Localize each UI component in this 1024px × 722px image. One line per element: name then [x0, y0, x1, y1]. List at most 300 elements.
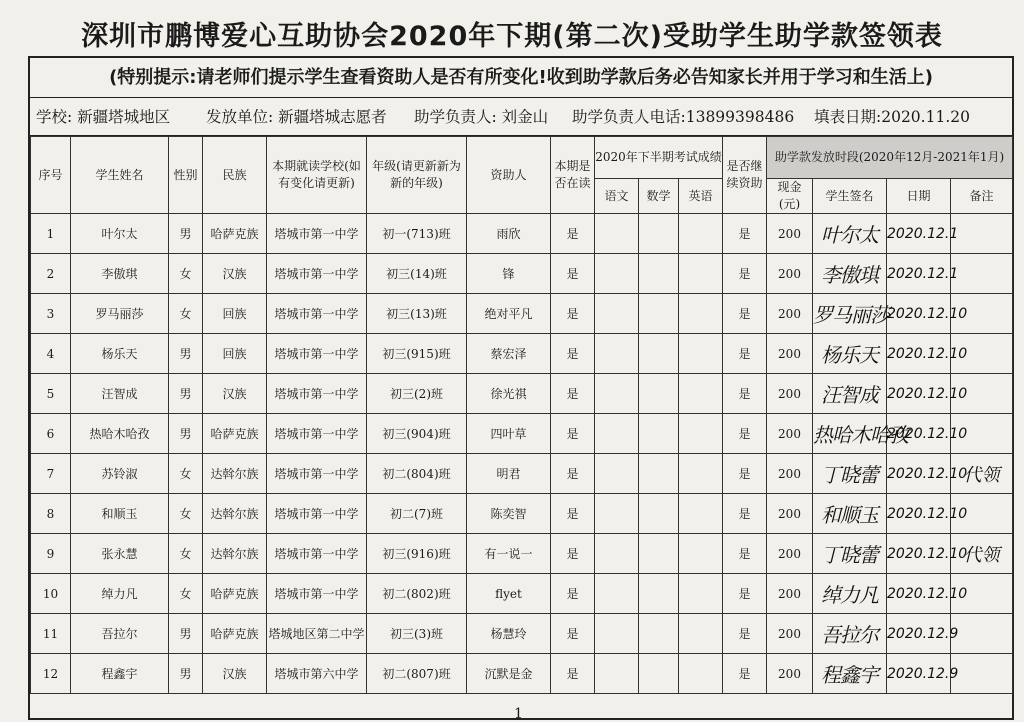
cell-continue	[723, 294, 767, 334]
cell-signature-text: 罗马丽莎	[813, 303, 889, 327]
cell-continue	[723, 334, 767, 374]
cell-cash	[767, 654, 813, 694]
cell-continue-text: 是	[738, 667, 751, 681]
cell-ethnicity-text: 汉族	[222, 667, 247, 681]
cell-gender	[169, 534, 203, 574]
cell-grade	[367, 574, 467, 614]
cell-gender-text: 男	[179, 387, 192, 401]
cell-cash-text: 200	[778, 426, 801, 441]
cell-signature	[813, 254, 887, 294]
cell-cash	[767, 214, 813, 254]
cell-school-text: 塔城市第一中学	[274, 547, 359, 561]
cell-continue-text: 是	[738, 427, 751, 441]
cell-grade	[367, 614, 467, 654]
cell-cash-text: 200	[778, 346, 801, 361]
header-remark: 备注	[951, 179, 1013, 214]
header-continue: 是否继续资助	[723, 137, 767, 214]
cell-sponsor-text: 沉默是金	[484, 667, 533, 681]
cell-cash	[767, 574, 813, 614]
cell-continue	[723, 574, 767, 614]
cell-continue-text: 是	[738, 347, 751, 361]
cell-name	[71, 654, 169, 694]
cell-seq-text: 10	[42, 586, 59, 601]
cell-ethnicity	[203, 334, 267, 374]
special-notice: (特别提示:请老师们提示学生查看资助人是否有所变化!收到助学款后务必告知家长并用于学习和生活上)	[30, 58, 1012, 98]
cell-signature	[813, 334, 887, 374]
cell-reading-text: 是	[566, 507, 579, 521]
cell-date	[887, 454, 968, 494]
cell-math	[639, 654, 679, 694]
header-name: 学生姓名	[71, 137, 169, 214]
cell-name-text: 和顺玉	[101, 507, 138, 521]
cell-grade	[367, 454, 467, 494]
table-row	[31, 254, 1013, 294]
header-reading: 本期是否在读	[551, 137, 595, 214]
cell-cash	[767, 534, 813, 574]
cell-name	[71, 334, 169, 374]
cell-signature	[813, 294, 887, 334]
cell-grade-text: 初一(713)班	[382, 227, 451, 241]
header-gender: 性别	[169, 137, 203, 214]
cell-grade-text: 初三(916)班	[382, 547, 451, 561]
cell-grade	[367, 294, 467, 334]
cell-signature-text: 吾拉尔	[821, 623, 878, 647]
cell-name-text: 叶尔太	[101, 227, 138, 241]
cell-continue-text: 是	[738, 587, 751, 601]
header-cash: 现金(元)	[767, 179, 813, 214]
cell-seq	[31, 334, 71, 374]
cell-date	[887, 374, 968, 414]
cell-grade	[367, 374, 467, 414]
cell-reading	[551, 214, 595, 254]
cell-ethnicity-text: 哈萨克族	[210, 427, 259, 441]
cell-signature-text: 杨乐天	[821, 343, 878, 367]
cell-ethnicity	[203, 654, 267, 694]
cell-grade-text: 初三(14)班	[386, 267, 447, 281]
cell-ethnicity-text: 汉族	[222, 387, 247, 401]
cell-school	[267, 534, 367, 574]
cell-signature	[813, 374, 887, 414]
cell-ethnicity-text: 达斡尔族	[210, 507, 259, 521]
cell-date	[887, 494, 968, 534]
cell-sponsor-text: 绝对平凡	[484, 307, 533, 321]
cell-chinese	[595, 494, 639, 534]
cell-date-text: 2020.12.10	[887, 385, 968, 402]
cell-english	[679, 454, 723, 494]
cell-seq-text: 3	[46, 306, 55, 321]
cell-ethnicity	[203, 294, 267, 334]
cell-name-text: 汪智成	[101, 387, 138, 401]
cell-reading	[551, 574, 595, 614]
cell-reading	[551, 494, 595, 534]
cell-gender	[169, 654, 203, 694]
cell-chinese	[595, 574, 639, 614]
cell-seq-text: 11	[42, 626, 59, 641]
cell-cash	[767, 454, 813, 494]
cell-date	[887, 574, 968, 614]
cell-name	[71, 574, 169, 614]
cell-school-text: 塔城市第六中学	[274, 667, 359, 681]
cell-signature	[813, 414, 908, 454]
cell-continue-text: 是	[738, 627, 751, 641]
cell-school	[267, 294, 367, 334]
header-date: 日期	[887, 179, 951, 214]
cell-cash	[767, 334, 813, 374]
cell-continue-text: 是	[738, 307, 751, 321]
cell-name-text: 绰力凡	[101, 587, 138, 601]
cell-school-text: 塔城市第一中学	[274, 587, 359, 601]
cell-date	[887, 414, 968, 454]
cell-continue	[723, 254, 767, 294]
cell-signature-text: 汪智成	[821, 383, 878, 407]
cell-gender-text: 男	[179, 227, 192, 241]
cell-sponsor	[467, 654, 551, 694]
cell-reading	[551, 414, 595, 454]
cell-sponsor	[467, 414, 551, 454]
cell-school	[267, 654, 367, 694]
cell-sponsor-text: 有一说一	[484, 547, 533, 561]
cell-chinese	[595, 654, 639, 694]
cell-school-text: 塔城市第一中学	[274, 267, 359, 281]
cell-name	[71, 254, 169, 294]
cell-ethnicity-text: 达斡尔族	[210, 467, 259, 481]
table-row	[31, 574, 1013, 614]
cell-ethnicity	[203, 374, 267, 414]
cell-sponsor-text: 明君	[496, 467, 521, 481]
cell-gender	[169, 614, 203, 654]
cell-seq-text: 12	[42, 666, 59, 681]
cell-continue	[723, 374, 767, 414]
cell-seq	[31, 654, 71, 694]
cell-signature-text: 叶尔太	[821, 223, 878, 247]
cell-grade-text: 初二(804)班	[382, 467, 451, 481]
cell-ethnicity-text: 回族	[222, 307, 247, 321]
cell-english	[679, 574, 723, 614]
cell-english	[679, 374, 723, 414]
cell-english	[679, 654, 723, 694]
cell-name-text: 李傲琪	[101, 267, 138, 281]
cell-cash-text: 200	[778, 306, 801, 321]
cell-english	[679, 254, 723, 294]
header-sponsor: 资助人	[467, 137, 551, 214]
header-signature: 学生签名	[813, 179, 887, 214]
cell-continue-text: 是	[738, 387, 751, 401]
cell-reading-text: 是	[566, 267, 579, 281]
cell-gender-text: 男	[179, 347, 192, 361]
form-title: 深圳市鹏博爱心互助协会2020年下期(第二次)受助学生助学款签领表	[81, 21, 943, 52]
cell-school	[267, 454, 367, 494]
cell-grade	[367, 414, 467, 454]
cell-sponsor	[467, 254, 551, 294]
cell-reading	[551, 334, 595, 374]
cell-seq-text: 5	[46, 386, 55, 401]
cell-reading	[551, 294, 595, 334]
cell-english	[679, 494, 723, 534]
cell-continue	[723, 654, 767, 694]
header-seq: 序号	[31, 137, 71, 214]
cell-sponsor-text: 蔡宏泽	[490, 347, 527, 361]
cell-gender-text: 女	[179, 307, 192, 321]
cell-seq	[31, 614, 71, 654]
cell-seq-text: 2	[46, 266, 55, 281]
cell-gender	[169, 214, 203, 254]
cell-name-text: 热哈木哈孜	[89, 427, 150, 441]
cell-sponsor	[467, 614, 551, 654]
cell-cash	[767, 414, 813, 454]
cell-grade-text: 初二(802)班	[382, 587, 451, 601]
cell-grade-text: 初三(915)班	[382, 347, 451, 361]
cell-english	[679, 334, 723, 374]
cell-school	[267, 574, 367, 614]
cell-chinese	[595, 294, 639, 334]
cell-name-text: 张永慧	[101, 547, 138, 561]
cell-date-text: 2020.12.9	[887, 665, 959, 682]
cell-math	[639, 534, 679, 574]
cell-seq-text: 1	[46, 226, 55, 241]
cell-reading-text: 是	[566, 587, 579, 601]
cell-math	[639, 374, 679, 414]
cell-seq-text: 4	[46, 346, 55, 361]
cell-date	[887, 334, 968, 374]
cell-school	[267, 334, 367, 374]
cell-seq	[31, 574, 71, 614]
cell-grade	[367, 334, 467, 374]
cell-name-text: 罗马丽莎	[95, 307, 144, 321]
cell-gender-text: 男	[179, 627, 192, 641]
cell-chinese	[595, 414, 639, 454]
cell-school	[267, 414, 367, 454]
cell-ethnicity-text: 达斡尔族	[210, 547, 259, 561]
cell-reading-text: 是	[566, 627, 579, 641]
cell-ethnicity-text: 汉族	[222, 267, 247, 281]
cell-reading-text: 是	[566, 307, 579, 321]
cell-remark-text: 代领	[963, 544, 1000, 566]
table-row	[31, 494, 1013, 534]
header-english: 英语	[679, 179, 723, 214]
cell-reading	[551, 254, 595, 294]
cell-remark	[951, 654, 1013, 694]
cell-date-text: 2020.12.10	[887, 585, 968, 602]
cell-english	[679, 214, 723, 254]
cell-math	[639, 214, 679, 254]
cell-school-text: 塔城市第一中学	[274, 227, 359, 241]
cell-date	[887, 654, 959, 694]
cell-school-text: 塔城市第一中学	[274, 507, 359, 521]
cell-english	[679, 614, 723, 654]
cell-sponsor-text: 杨慧玲	[490, 627, 527, 641]
cell-school-text: 塔城市第一中学	[274, 467, 359, 481]
cell-seq-text: 6	[46, 426, 55, 441]
cell-school-text: 塔城市第一中学	[274, 347, 359, 361]
cell-remark	[951, 254, 1013, 294]
cell-school	[267, 214, 367, 254]
cell-gender-text: 男	[179, 427, 192, 441]
cell-sponsor	[467, 294, 551, 334]
cell-grade	[367, 534, 467, 574]
cell-gender	[169, 494, 203, 534]
cell-name	[71, 614, 169, 654]
cell-ethnicity-text: 回族	[222, 347, 247, 361]
cell-sponsor	[467, 214, 551, 254]
cell-math	[639, 334, 679, 374]
cell-name	[71, 494, 169, 534]
cell-english	[679, 294, 723, 334]
cell-gender	[169, 334, 203, 374]
cell-sponsor	[467, 534, 551, 574]
cell-gender	[169, 294, 203, 334]
cell-date-text: 2020.12.10	[887, 305, 968, 322]
cell-grade	[367, 254, 467, 294]
cell-grade	[367, 494, 467, 534]
cell-reading	[551, 454, 595, 494]
cell-math	[639, 414, 679, 454]
cell-name	[71, 534, 169, 574]
cell-seq	[31, 534, 71, 574]
cell-grade-text: 初二(807)班	[382, 667, 451, 681]
cell-math	[639, 494, 679, 534]
header-exam: 2020年下半期考试成绩	[595, 137, 723, 179]
cell-chinese	[595, 254, 639, 294]
cell-date	[887, 254, 959, 294]
cell-reading	[551, 614, 595, 654]
cell-continue	[723, 494, 767, 534]
cell-sponsor-text: 陈奕智	[490, 507, 527, 521]
cell-grade-text: 初三(13)班	[386, 307, 447, 321]
cell-school-text: 塔城市第一中学	[274, 307, 359, 321]
cell-ethnicity	[203, 534, 267, 574]
cell-name	[71, 374, 169, 414]
cell-school-text: 塔城地区第二中学	[268, 627, 365, 641]
info-line	[30, 98, 1012, 136]
cell-continue-text: 是	[738, 467, 751, 481]
cell-date	[887, 294, 968, 334]
cell-continue	[723, 454, 767, 494]
cell-signature	[813, 454, 887, 494]
cell-cash-text: 200	[778, 666, 801, 681]
cell-reading-text: 是	[566, 547, 579, 561]
cell-date-text: 2020.12.10	[887, 425, 968, 442]
cell-sponsor	[467, 574, 551, 614]
cell-grade	[367, 214, 467, 254]
cell-name	[71, 414, 169, 454]
cell-reading-text: 是	[566, 467, 579, 481]
cell-continue-text: 是	[738, 267, 751, 281]
cell-name-text: 程鑫宇	[101, 667, 138, 681]
table-row	[31, 614, 1013, 654]
cell-signature-text: 李傲琪	[821, 263, 878, 287]
cell-seq-text: 7	[46, 466, 55, 481]
cell-cash-text: 200	[778, 466, 801, 481]
phone-info: 助学负责人电话:13899398486	[572, 108, 795, 126]
cell-english	[679, 414, 723, 454]
cell-sponsor-text: flyet	[495, 586, 522, 601]
header-ethnicity: 民族	[203, 137, 267, 214]
cell-gender	[169, 574, 203, 614]
cell-gender-text: 女	[179, 267, 192, 281]
cell-remark-text: 代领	[963, 464, 1000, 486]
cell-signature	[813, 214, 887, 254]
cell-continue	[723, 534, 767, 574]
cell-math	[639, 574, 679, 614]
cell-chinese	[595, 334, 639, 374]
cell-signature	[813, 614, 887, 654]
cell-math	[639, 454, 679, 494]
cell-continue-text: 是	[738, 507, 751, 521]
cell-math	[639, 294, 679, 334]
cell-continue	[723, 414, 767, 454]
cell-signature	[813, 534, 887, 574]
cell-date	[887, 214, 959, 254]
cell-signature-text: 程鑫宇	[821, 663, 878, 687]
cell-chinese	[595, 214, 639, 254]
cell-cash	[767, 374, 813, 414]
cell-continue	[723, 614, 767, 654]
cell-chinese	[595, 454, 639, 494]
cell-gender	[169, 454, 203, 494]
school-info: 学校: 新疆塔城地区	[36, 108, 171, 126]
cell-signature-text: 丁晓蕾	[821, 463, 878, 487]
cell-reading-text: 是	[566, 227, 579, 241]
cell-continue	[723, 214, 767, 254]
cell-signature-text: 丁晓蕾	[821, 543, 878, 567]
stipend-table	[30, 136, 1013, 694]
cell-date-text: 2020.12.1	[887, 265, 959, 282]
cell-cash-text: 200	[778, 386, 801, 401]
cell-cash	[767, 614, 813, 654]
cell-date-text: 2020.12.10	[887, 505, 968, 522]
cell-ethnicity	[203, 574, 267, 614]
cell-cash-text: 200	[778, 586, 801, 601]
cell-cash-text: 200	[778, 506, 801, 521]
cell-english	[679, 534, 723, 574]
cell-cash	[767, 494, 813, 534]
table-row	[31, 294, 1013, 334]
cell-signature-text: 和顺玉	[821, 503, 878, 527]
table-row	[31, 654, 1013, 694]
cell-reading	[551, 654, 595, 694]
cell-signature	[813, 654, 887, 694]
cell-math	[639, 254, 679, 294]
cell-date	[887, 614, 959, 654]
cell-date-text: 2020.12.10	[887, 545, 968, 562]
cell-seq	[31, 294, 71, 334]
table-row	[31, 534, 1013, 574]
cell-date-text: 2020.12.10	[887, 465, 968, 482]
cell-sponsor-text: 雨欣	[496, 227, 521, 241]
cell-sponsor-text: 四叶草	[490, 427, 527, 441]
cell-grade-text: 初三(2)班	[390, 387, 443, 401]
cell-date-text: 2020.12.9	[887, 625, 959, 642]
cell-ethnicity	[203, 454, 267, 494]
table-row	[31, 374, 1013, 414]
cell-reading	[551, 374, 595, 414]
header-period: 助学款发放时段(2020年12月-2021年1月)	[767, 137, 1013, 179]
cell-seq	[31, 254, 71, 294]
cell-seq	[31, 414, 71, 454]
cell-seq-text: 9	[46, 546, 55, 561]
cell-seq	[31, 214, 71, 254]
cell-sponsor	[467, 374, 551, 414]
cell-grade	[367, 654, 467, 694]
cell-grade-text: 初二(7)班	[390, 507, 443, 521]
cell-cash-text: 200	[778, 546, 801, 561]
cell-ethnicity	[203, 214, 267, 254]
cell-cash	[767, 254, 813, 294]
cell-name-text: 吾拉尔	[101, 627, 138, 641]
cell-school-text: 塔城市第一中学	[274, 387, 359, 401]
cell-chinese	[595, 614, 639, 654]
cell-name	[71, 454, 169, 494]
